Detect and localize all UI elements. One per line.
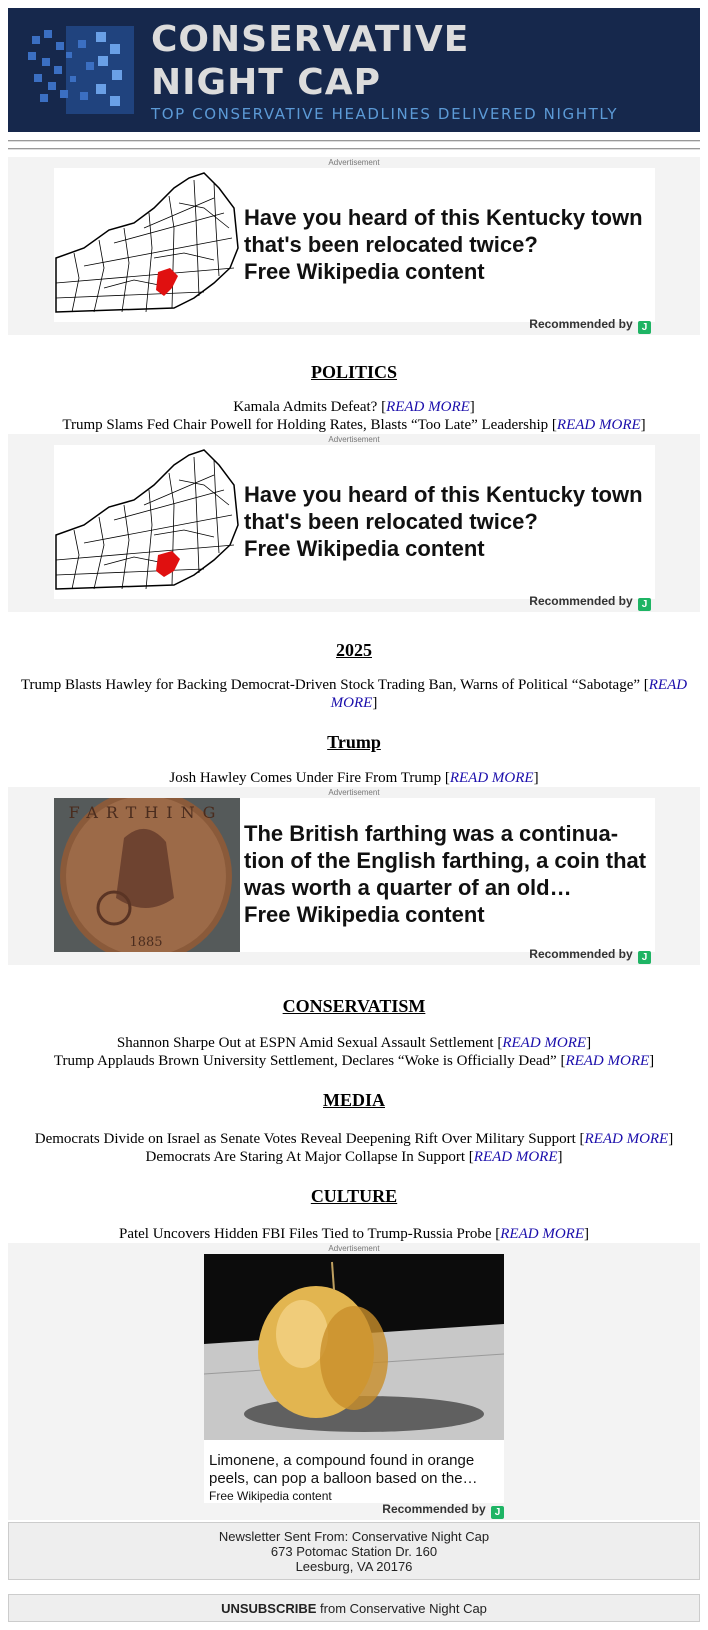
jeeng-badge-icon: J (638, 598, 651, 611)
recommended-by[interactable] (529, 317, 651, 334)
ad-headline[interactable] (244, 481, 649, 562)
banner-tagline: TOP CONSERVATIVE HEADLINES DELIVERED NIGHTLY (151, 105, 619, 123)
ad-card[interactable] (204, 1254, 504, 1503)
kentucky-map-image (54, 445, 240, 599)
section-title-politics: POLITICS (310, 362, 398, 382)
balloon-photo-image (204, 1254, 504, 1440)
headline-item: Josh Hawley Comes Under Fire From Trump [READ MORE] (169, 770, 539, 786)
recommended-by[interactable] (382, 1502, 504, 1519)
footer-address-line2: Leesburg, VA 20176 (295, 1559, 413, 1574)
unsubscribe-link[interactable]: UNSUBSCRIBE (221, 1601, 317, 1616)
headline-text: Josh Hawley Comes Under Fire From Trump (169, 770, 442, 786)
read-more-link[interactable]: READ MORE (330, 677, 688, 711)
read-more-link[interactable]: READ MORE (449, 770, 534, 786)
ad-card[interactable] (54, 798, 655, 952)
ad-card[interactable] (54, 168, 655, 322)
divider (8, 140, 700, 142)
headline-text: Democrats Are Staring At Major Collapse In Support (145, 1149, 466, 1165)
recommended-by-label: Recommended by (382, 1502, 486, 1516)
read-more-link[interactable]: READ MORE (500, 1226, 584, 1242)
headline-item: Trump Blasts Hawley for Backing Democrat-Driven Stock Trading Ban, Warns of Political “Sabotage” [READ MORE] (20, 677, 688, 711)
advertisement-block[interactable] (8, 157, 700, 335)
headline-item: Democrats Divide on Israel as Senate Votes Reveal Deepening Rift Over Military Support [READ MORE] (34, 1131, 674, 1147)
ad-label: Advertisement (328, 158, 380, 167)
advertisement-block[interactable] (8, 434, 700, 612)
read-more-link[interactable]: READ MORE (556, 417, 641, 433)
section-title-trump: Trump (327, 732, 381, 752)
ad-headline-text: The British farthing was a continua-tion of the English farthing, a coin that was worth a quarter of an old… (244, 821, 647, 900)
headline-item: Shannon Sharpe Out at ESPN Amid Sexual Assault Settlement [READ MORE] (116, 1035, 592, 1051)
section-title-media: MEDIA (323, 1090, 385, 1110)
headline-text: Trump Slams Fed Chair Powell for Holding Rates, Blasts “Too Late” Leadership (62, 417, 549, 433)
coin-year-text: 1885 (129, 935, 163, 950)
read-more-link[interactable]: READ MORE (565, 1053, 650, 1069)
pixel-logo-icon (26, 22, 136, 118)
banner-title (151, 18, 469, 104)
recommended-by-label: Recommended by (529, 594, 633, 608)
recommended-by[interactable] (529, 594, 651, 611)
headline-text: Trump Applauds Brown University Settlement, Declares “Woke is Officially Dead” (53, 1053, 557, 1069)
ad-headline-text: Have you heard of this Kentucky town that's been relocated twice? (244, 205, 643, 257)
kentucky-map-image (54, 168, 240, 322)
ad-label: Advertisement (328, 1244, 380, 1253)
recommended-by-label: Recommended by (529, 317, 633, 331)
coin-graphic (54, 798, 240, 952)
coin-legend-text: FARTHING (68, 803, 224, 822)
headline-item: Patel Uncovers Hidden FBI Files Tied to Trump-Russia Probe [READ MORE] (118, 1226, 589, 1242)
banner-title-line1: CONSERVATIVE (151, 19, 470, 60)
ad-source: Free Wikipedia content (209, 1489, 332, 1503)
banner-title-line2: NIGHT CAP (151, 62, 381, 103)
headline-item: Kamala Admits Defeat? [READ MORE] (233, 399, 475, 415)
headline-text: Democrats Divide on Israel as Senate Votes Reveal Deepening Rift Over Military Support (34, 1131, 576, 1147)
ad-source: Free Wikipedia content (244, 536, 485, 561)
ad-headline-text: Have you heard of this Kentucky town that's been relocated twice? (244, 482, 643, 534)
section-title-2025: 2025 (336, 640, 372, 660)
recommended-by-label: Recommended by (529, 947, 633, 961)
section-title-culture: CULTURE (310, 1186, 398, 1206)
headline-item: Democrats Are Staring At Major Collapse In Support [READ MORE] (145, 1149, 563, 1165)
headline-text: Shannon Sharpe Out at ESPN Amid Sexual Assault Settlement (116, 1035, 494, 1051)
ad-card[interactable] (54, 445, 655, 599)
unsubscribe-bar[interactable] (8, 1594, 700, 1622)
headline-item: Trump Applauds Brown University Settlement, Declares “Woke is Officially Dead” [READ MORE] (53, 1053, 655, 1069)
footer-address-line1: 673 Potomac Station Dr. 160 (270, 1544, 438, 1559)
headline-text: Kamala Admits Defeat? (233, 399, 378, 415)
ad-label: Advertisement (328, 435, 380, 444)
newsletter-footer (8, 1522, 700, 1580)
newsletter-banner (8, 8, 700, 132)
section-title-conservatism: CONSERVATISM (282, 996, 426, 1016)
ad-label: Advertisement (328, 788, 380, 797)
footer-sender: Newsletter Sent From: Conservative Night Cap (218, 1529, 490, 1544)
ad-source: Free Wikipedia content (244, 259, 485, 284)
read-more-link[interactable]: READ MORE (386, 399, 470, 415)
read-more-link[interactable]: READ MORE (584, 1131, 669, 1147)
farthing-coin-image (54, 798, 240, 952)
recommended-by[interactable] (529, 947, 651, 964)
balloon-graphic (204, 1254, 504, 1440)
jeeng-badge-icon: J (638, 951, 651, 964)
divider (8, 148, 700, 150)
ad-headline[interactable] (244, 204, 649, 285)
headline-text: Trump Blasts Hawley for Backing Democrat-Driven Stock Trading Ban, Warns of Political “Sabotage” (20, 677, 641, 693)
ad-headline[interactable] (244, 820, 649, 928)
jeeng-badge-icon: J (491, 1506, 504, 1519)
headline-item: Trump Slams Fed Chair Powell for Holding Rates, Blasts “Too Late” Leadership [READ MORE] (62, 417, 646, 433)
advertisement-block[interactable] (8, 1243, 700, 1520)
read-more-link[interactable]: READ MORE (473, 1149, 558, 1165)
headline-text: Patel Uncovers Hidden FBI Files Tied to Trump-Russia Probe (118, 1226, 492, 1242)
jeeng-badge-icon: J (638, 321, 651, 334)
ad-headline[interactable]: Limonene, a compound found in orange peels, can pop a balloon based on the… (209, 1452, 478, 1487)
ad-source: Free Wikipedia content (244, 902, 485, 927)
read-more-link[interactable]: READ MORE (502, 1035, 587, 1051)
unsubscribe-suffix: from Conservative Night Cap (316, 1601, 487, 1616)
advertisement-block[interactable] (8, 787, 700, 965)
